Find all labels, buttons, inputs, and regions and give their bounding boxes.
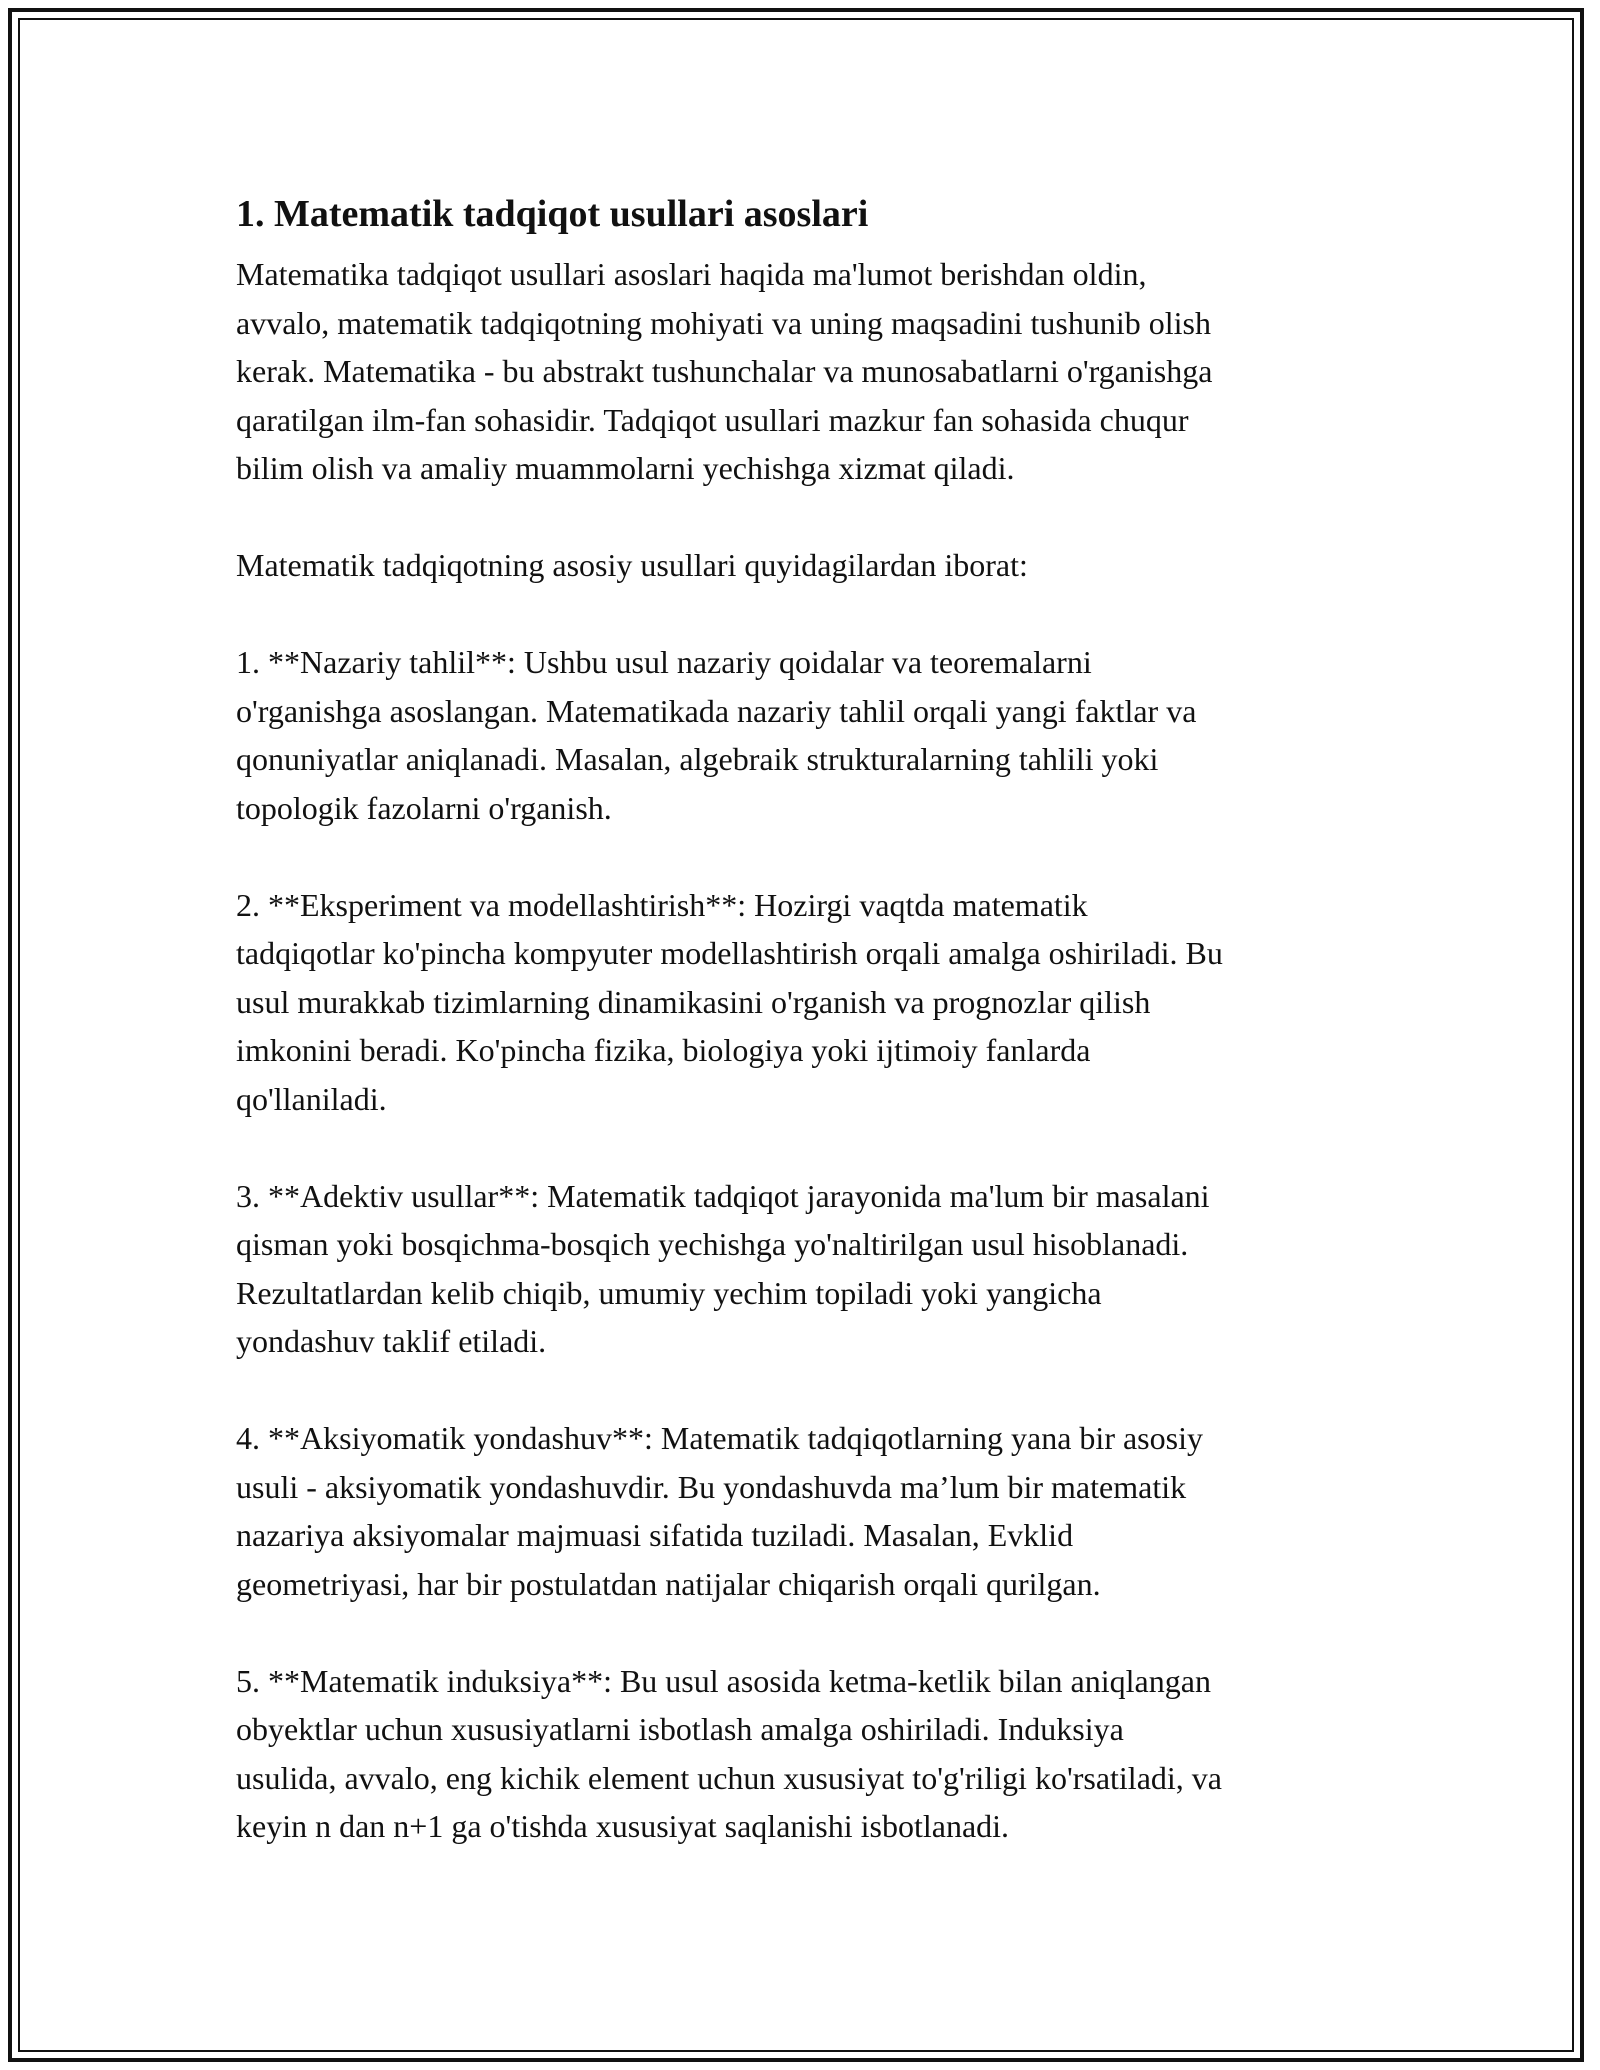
- paragraph-methods-intro: Matematik tadqiqotning asosiy usullari quyidagilardan iborat:: [236, 547, 1028, 583]
- paragraph-intro: Matematika tadqiqot usullari asoslari haqida ma'lumot berishdan oldin, avvalo, matematik tadqiqotning mohiyati va uning maqsadini tushunib olish kerak. Matematika - bu abstrakt tushunchalar va munosabatlarni o'rganishga qaratilgan ilm-fan sohasidir. Tadqiqot usullari mazkur fan sohasida chuqur bilim olish va amaliy muammolarni yechishga xizmat qiladi.: [236, 256, 1213, 486]
- paragraph-method-3: 3. **Adektiv usullar**: Matematik tadqiqot jarayonida ma'lum bir masalani qisman yoki bosqichma-bosqich yechishga yo'naltirilgan usul hisoblanadi. Rezultatlardan kelib chiqib, umumiy yechim topiladi yoki yangicha yondashuv taklif etiladi.: [236, 1177, 1210, 1359]
- paragraph-method-1: 1. **Nazariy tahlil**: Ushbu usul nazariy qoidalar va teoremalarni o'rganishga asoslangan. Matematikada nazariy tahlil orqali yangi faktlar va qonuniyatlar aniqlanadi. Masalan, algebraik strukturalarning tahlili yoki topologik fazolarni o'rganish.: [236, 644, 1197, 826]
- section-heading: 1. Matematik tadqiqot usullari asoslari: [236, 193, 869, 235]
- paragraph-method-4: 4. **Aksiyomatik yondashuv**: Matematik tadqiqotlarning yana bir asosiy usuli - aksiyomatik yondashuvdir. Bu yondashuvda ma’lum bir matematik nazariya aksiyomalar majmuasi sifatida tuziladi. Masalan, Evklid geometriyasi, har bir postulatdan natijalar chiqarish orqali qurilgan.: [236, 1420, 1203, 1602]
- paragraph-method-5: 5. **Matematik induksiya**: Bu usul asosida ketma-ketlik bilan aniqlangan obyektlar uchun xususiyatlarni isbotlash amalga oshiriladi. Induksiya usulida, avvalo, eng kichik element uchun xususiyat to'g'riligi ko'rsatiladi, va keyin n dan n+1 ga o'tishda xususiyat saqlanishi isbotlanadi.: [236, 1662, 1222, 1844]
- document-body: [236, 182, 1376, 1899]
- paragraph-method-2: 2. **Eksperiment va modellashtirish**: Hozirgi vaqtda matematik tadqiqotlar ko'pincha kompyuter modellashtirish orqali amalga oshiriladi. Bu usul murakkab tizimlarning dinamikasini o'rganish va prognozlar qilish imkonini beradi. Ko'pincha fizika, biologiya yoki ijtimoiy fanlarda qo'llaniladi.: [236, 886, 1223, 1117]
